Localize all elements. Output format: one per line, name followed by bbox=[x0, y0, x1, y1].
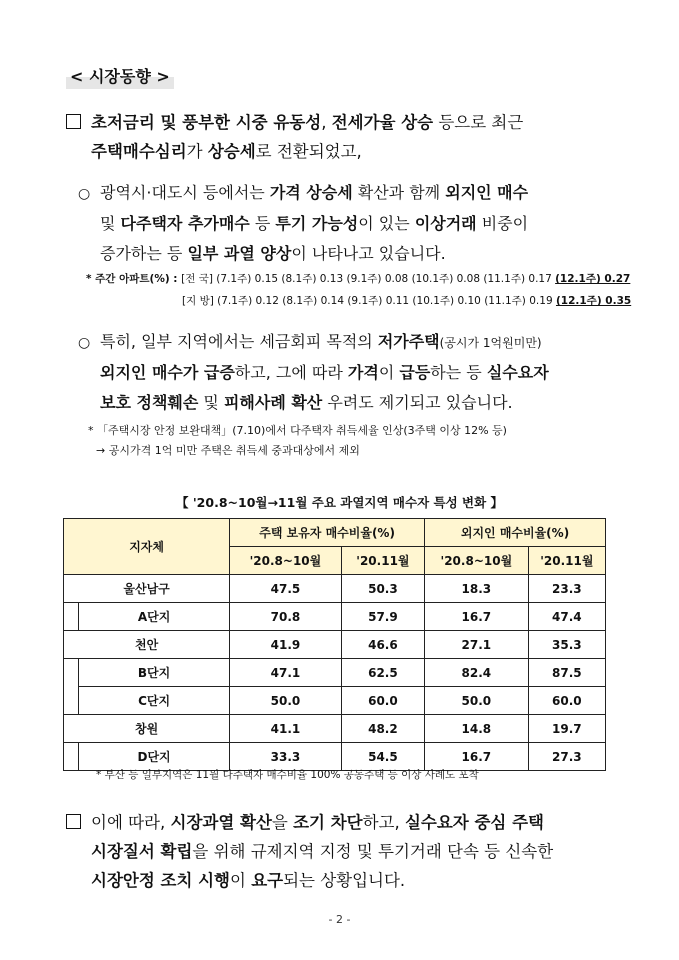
paragraph-2-line-1 bbox=[78, 178, 618, 209]
header-outsider-ratio: 외지인 매수비율(%) bbox=[425, 519, 606, 547]
complex-name: D단지 bbox=[79, 743, 230, 771]
text: 을 bbox=[271, 813, 294, 832]
header-owner-ratio: 주택 보유자 매수비율(%) bbox=[230, 519, 425, 547]
table-cell: 47.4 bbox=[528, 603, 605, 631]
text-bold: 조기 차단 bbox=[293, 813, 363, 832]
text-bold-underlined: (12.1주) 0.35 bbox=[555, 295, 632, 307]
text: [지 방] (7.1주) 0.12 (8.1주) 0.14 (9.1주) 0.11 (10.1주) 0.10 (11.1주) 0.19 bbox=[182, 295, 556, 307]
table-row bbox=[64, 659, 606, 687]
text: 이 있는 bbox=[358, 214, 415, 233]
text: 하는 등 bbox=[430, 363, 487, 382]
paragraph-1 bbox=[66, 108, 626, 166]
text: 우려도 제기되고 있습니다. bbox=[322, 393, 513, 412]
text: 하고, bbox=[362, 813, 405, 832]
table-cell: 50.0 bbox=[425, 687, 529, 715]
text: 광역시·대도시 등에서는 bbox=[100, 183, 270, 202]
text-bold: 이상거래 bbox=[414, 214, 477, 233]
table-cell: 62.5 bbox=[341, 659, 424, 687]
table-row bbox=[64, 575, 606, 603]
text: 이에 따라, bbox=[91, 813, 171, 832]
subheader-period: '20.8~10월 bbox=[230, 547, 342, 575]
paragraph-3 bbox=[78, 327, 618, 418]
table-cell: 48.2 bbox=[341, 715, 424, 743]
text: , bbox=[321, 113, 332, 132]
text-small: (공시가 1억원미만) bbox=[439, 336, 542, 350]
text-bold: 외지인 매수 bbox=[445, 183, 529, 202]
text-bold-underlined: (12.1주) 0.27 bbox=[555, 273, 631, 285]
text-bold: 시장과열 확산 bbox=[170, 813, 272, 832]
table-caption: 【 '20.8~10월→11월 주요 과열지역 매수자 특성 변화 】 bbox=[176, 495, 503, 510]
square-bullet-icon bbox=[66, 114, 81, 129]
text-bold: 보호 정책훼손 bbox=[100, 393, 199, 412]
text-bold: 상승세 bbox=[207, 142, 256, 161]
table-cell: 18.3 bbox=[425, 575, 529, 603]
paragraph-4-line-3 bbox=[66, 866, 626, 895]
text: 확산과 함께 bbox=[352, 183, 446, 202]
text-bold: 저가주택 bbox=[377, 332, 440, 351]
paragraph-4 bbox=[66, 808, 626, 895]
text: 등으로 최근 bbox=[433, 113, 524, 132]
subheader-period: '20.8~10월 bbox=[425, 547, 529, 575]
paragraph-2-line-2 bbox=[78, 209, 618, 239]
section-title: < 시장동향 > bbox=[66, 62, 174, 89]
text: 이 나타나고 있습니다. bbox=[291, 244, 446, 263]
square-bullet-icon bbox=[66, 814, 81, 829]
paragraph-4-line-1 bbox=[66, 808, 626, 837]
paragraph-3-line-1 bbox=[78, 327, 618, 358]
text: 비중이 bbox=[476, 214, 529, 233]
circle-bullet-icon: ○ bbox=[78, 186, 91, 202]
indent-spacer bbox=[64, 743, 79, 771]
text: 증가하는 등 bbox=[100, 244, 188, 263]
text: 하고, 그에 따라 bbox=[234, 363, 348, 382]
text-bold: 급등 bbox=[399, 363, 431, 382]
complex-name: C단지 bbox=[79, 687, 230, 715]
table-cell: 41.1 bbox=[230, 715, 342, 743]
region-name: 창원 bbox=[64, 715, 230, 743]
header-region: 지자체 bbox=[64, 519, 230, 575]
text: [전 국] (7.1주) 0.15 (8.1주) 0.13 (9.1주) 0.08 (10.1주) 0.08 (11.1주) 0.17 bbox=[181, 273, 556, 285]
table-cell: 41.9 bbox=[230, 631, 342, 659]
text-bold: 다주택자 추가매수 bbox=[120, 214, 250, 233]
table-cell: 50.0 bbox=[230, 687, 342, 715]
text-bold: 시장질서 확립 bbox=[91, 842, 193, 861]
table-cell: 27.3 bbox=[528, 743, 605, 771]
region-name: 천안 bbox=[64, 631, 230, 659]
circle-bullet-icon: ○ bbox=[78, 335, 91, 351]
text-bold: 실수요자 bbox=[486, 363, 549, 382]
table-cell: 19.7 bbox=[528, 715, 605, 743]
paragraph-4-line-2 bbox=[66, 837, 626, 866]
text: 이 bbox=[230, 871, 252, 890]
paragraph-2-line-3 bbox=[78, 239, 618, 269]
text-bold: 외지인 매수가 급증 bbox=[100, 363, 235, 382]
complex-name: B단지 bbox=[79, 659, 230, 687]
text: 가 bbox=[186, 142, 208, 161]
table-cell: 60.0 bbox=[341, 687, 424, 715]
table-row bbox=[64, 631, 606, 659]
region-name: 울산남구 bbox=[64, 575, 230, 603]
table-cell: 14.8 bbox=[425, 715, 529, 743]
table-cell: 23.3 bbox=[528, 575, 605, 603]
text: 이 bbox=[378, 363, 400, 382]
paragraph-3-line-3 bbox=[78, 388, 618, 418]
text-bold: 실수요자 중심 주택 bbox=[404, 813, 544, 832]
table-cell: 47.5 bbox=[230, 575, 342, 603]
text-bold: 시장안정 조치 시행 bbox=[91, 871, 231, 890]
text: 을 위해 규제지역 지정 및 투기거래 단속 등 신속한 bbox=[192, 842, 554, 861]
table-footnote: * 부산 등 일부지역은 11월 다주택자 매수비율 100% 공동주택 등 이상 사례도 포착 bbox=[96, 769, 479, 781]
weekly-apartment-note bbox=[86, 270, 632, 310]
table-cell: 47.1 bbox=[230, 659, 342, 687]
text-bold: 전세가율 상승 bbox=[331, 113, 434, 132]
text-bold: 초저금리 및 풍부한 시중 유동성 bbox=[91, 113, 322, 132]
table-row bbox=[64, 603, 606, 631]
table-cell: 57.9 bbox=[341, 603, 424, 631]
table-cell: 87.5 bbox=[528, 659, 605, 687]
text-bold: 피해사례 확산 bbox=[223, 393, 323, 412]
table-cell: 16.7 bbox=[425, 743, 529, 771]
indent-spacer bbox=[64, 659, 79, 687]
table-row bbox=[64, 715, 606, 743]
text: 등 bbox=[249, 214, 276, 233]
text-bold: 투기 가능성 bbox=[275, 214, 359, 233]
buyer-characteristics-table bbox=[63, 518, 606, 771]
weekly-note-row-regional bbox=[86, 292, 632, 310]
text-bold: 요구 bbox=[251, 871, 284, 890]
text: 특히, 일부 지역에서는 세금회피 목적의 bbox=[100, 332, 378, 351]
text-bold: 가격 bbox=[347, 363, 379, 382]
policy-note bbox=[88, 421, 628, 461]
paragraph-3-line-2 bbox=[78, 358, 618, 388]
page-number: - 2 - bbox=[328, 913, 351, 926]
text-bold: 가격 상승세 bbox=[269, 183, 353, 202]
table-cell: 27.1 bbox=[425, 631, 529, 659]
table-cell: 60.0 bbox=[528, 687, 605, 715]
subheader-period: '20.11월 bbox=[528, 547, 605, 575]
text-bold: 일부 과열 양상 bbox=[187, 244, 292, 263]
table-cell: 70.8 bbox=[230, 603, 342, 631]
indent-spacer bbox=[64, 687, 79, 715]
text: 로 전환되었고, bbox=[255, 142, 362, 161]
table-cell: 50.3 bbox=[341, 575, 424, 603]
table-cell: 16.7 bbox=[425, 603, 529, 631]
complex-name: A단지 bbox=[79, 603, 230, 631]
table-header-row bbox=[64, 519, 606, 547]
table-cell: 82.4 bbox=[425, 659, 529, 687]
table-cell: 46.6 bbox=[341, 631, 424, 659]
paragraph-1-line-2 bbox=[66, 137, 626, 166]
table-row bbox=[64, 687, 606, 715]
table-cell: 35.3 bbox=[528, 631, 605, 659]
text: 및 bbox=[100, 214, 121, 233]
policy-note-line-1: * 「주택시장 안정 보완대책」(7.10)에서 다주택자 취득세율 인상(3주택 이상 12% 등) bbox=[88, 424, 507, 437]
text: 되는 상황입니다. bbox=[283, 871, 406, 890]
policy-note-line-2: → 공시가격 1억 미만 주택은 취득세 중과대상에서 제외 bbox=[96, 444, 360, 457]
paragraph-2 bbox=[78, 178, 618, 269]
table-cell: 33.3 bbox=[230, 743, 342, 771]
indent-spacer bbox=[64, 603, 79, 631]
weekly-note-row-national bbox=[86, 270, 631, 288]
paragraph-1-line-1 bbox=[66, 108, 626, 137]
weekly-note-label: * 주간 아파트(%) : bbox=[86, 273, 182, 285]
text: 및 bbox=[198, 393, 224, 412]
subheader-period: '20.11월 bbox=[341, 547, 424, 575]
table-cell: 54.5 bbox=[341, 743, 424, 771]
text-bold: 주택매수심리 bbox=[91, 142, 187, 161]
